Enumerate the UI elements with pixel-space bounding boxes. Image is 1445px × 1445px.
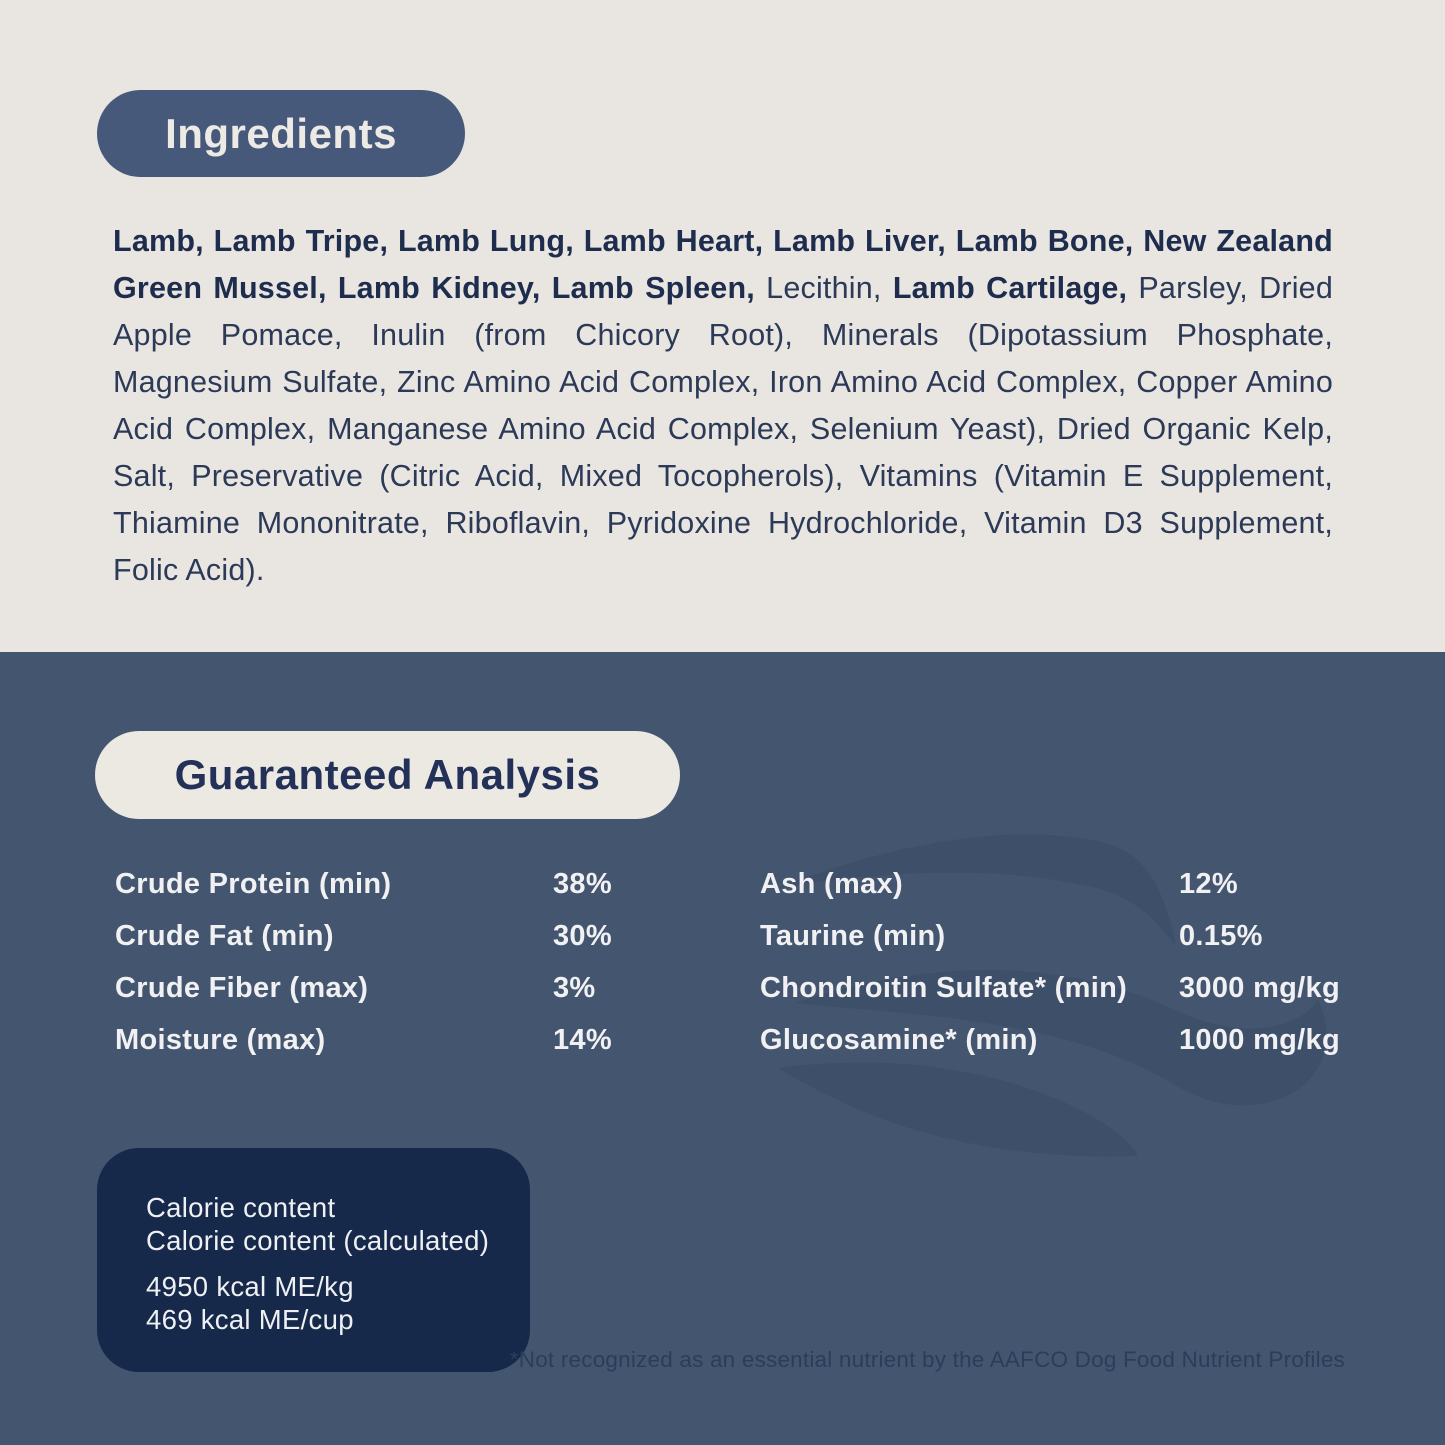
analysis-value: 3% (553, 972, 596, 1004)
calorie-heading-line2: Calorie content (calculated) (146, 1225, 490, 1256)
ingredients-segment-regular-2: Parsley, Dried Apple Pomace, Inulin (from Chicory Root), Minerals (Dipotassium Phosphate, Magnesium Sulfate, Zinc Amino Acid Complex, Iron Amino Acid Complex, Copper Amino Acid Complex, Manganese Amino Acid Complex, Selenium Yeast), Dried Organic Kelp, Salt, Preservative (Citric Acid, Mixed Tocopherols), Vitamins (Vitamin E Supplement, Thiamine Mononitrate, Riboflavin, Pyridoxine Hydrochloride, Vitamin D3 Supplement, Folic Acid). (113, 271, 1333, 587)
analysis-label: Chondroitin Sulfate* (min) (760, 972, 1128, 1004)
analysis-value: 38% (553, 868, 612, 900)
guaranteed-analysis-title-badge (95, 731, 680, 819)
analysis-value: 12% (1179, 868, 1238, 900)
calorie-heading-line1: Calorie content (146, 1192, 336, 1223)
ingredients-segment-bold-2: Lamb Cartilage, (892, 271, 1128, 305)
analysis-value: 14% (553, 1024, 612, 1056)
ingredients-title-badge (97, 90, 465, 177)
calorie-heading (97, 1148, 530, 1257)
analysis-column-right (760, 858, 1420, 1066)
analysis-label: Glucosamine* (min) (760, 1024, 1038, 1056)
analysis-row-glucosamine (760, 1014, 1420, 1066)
analysis-row-crude-protein (115, 858, 740, 910)
calorie-value-per-cup: 469 kcal ME/cup (146, 1304, 354, 1335)
analysis-label: Crude Fat (min) (115, 920, 334, 952)
analysis-row-moisture (115, 1014, 740, 1066)
analysis-row-crude-fiber (115, 962, 740, 1014)
analysis-row-chondroitin (760, 962, 1420, 1014)
analysis-row-ash (760, 858, 1420, 910)
analysis-label: Taurine (min) (760, 920, 946, 952)
ingredients-segment-bold-1: Lamb, Lamb Tripe, Lamb Lung, Lamb Heart, Lamb Liver, Lamb Bone, New Zealand Green Mussel, Lamb Kidney, Lamb Spleen, (113, 224, 1333, 305)
calorie-values (97, 1257, 530, 1336)
analysis-label: Crude Fiber (max) (115, 972, 369, 1004)
analysis-label: Moisture (max) (115, 1024, 326, 1056)
analysis-value: 30% (553, 920, 612, 952)
ingredients-paragraph (113, 218, 1333, 594)
ingredients-segment-regular-1: Lecithin, (754, 271, 893, 305)
guaranteed-analysis-title: Guaranteed Analysis (174, 751, 601, 798)
calorie-value-per-kg: 4950 kcal ME/kg (146, 1271, 354, 1302)
guaranteed-analysis-section (0, 652, 1445, 1445)
ingredients-section (0, 0, 1445, 652)
analysis-value: 1000 mg/kg (1179, 1024, 1340, 1056)
analysis-row-taurine (760, 910, 1420, 962)
analysis-row-crude-fat (115, 910, 740, 962)
analysis-value: 3000 mg/kg (1179, 972, 1340, 1004)
calorie-content-box (97, 1148, 530, 1372)
analysis-label: Crude Protein (min) (115, 868, 392, 900)
ingredients-title: Ingredients (165, 109, 397, 157)
aafco-footnote: *Not recognized as an essential nutrient by the AAFCO Dog Food Nutrient Profiles (509, 1347, 1345, 1372)
analysis-label: Ash (max) (760, 868, 903, 900)
analysis-value: 0.15% (1179, 920, 1263, 952)
analysis-column-left (115, 858, 740, 1066)
